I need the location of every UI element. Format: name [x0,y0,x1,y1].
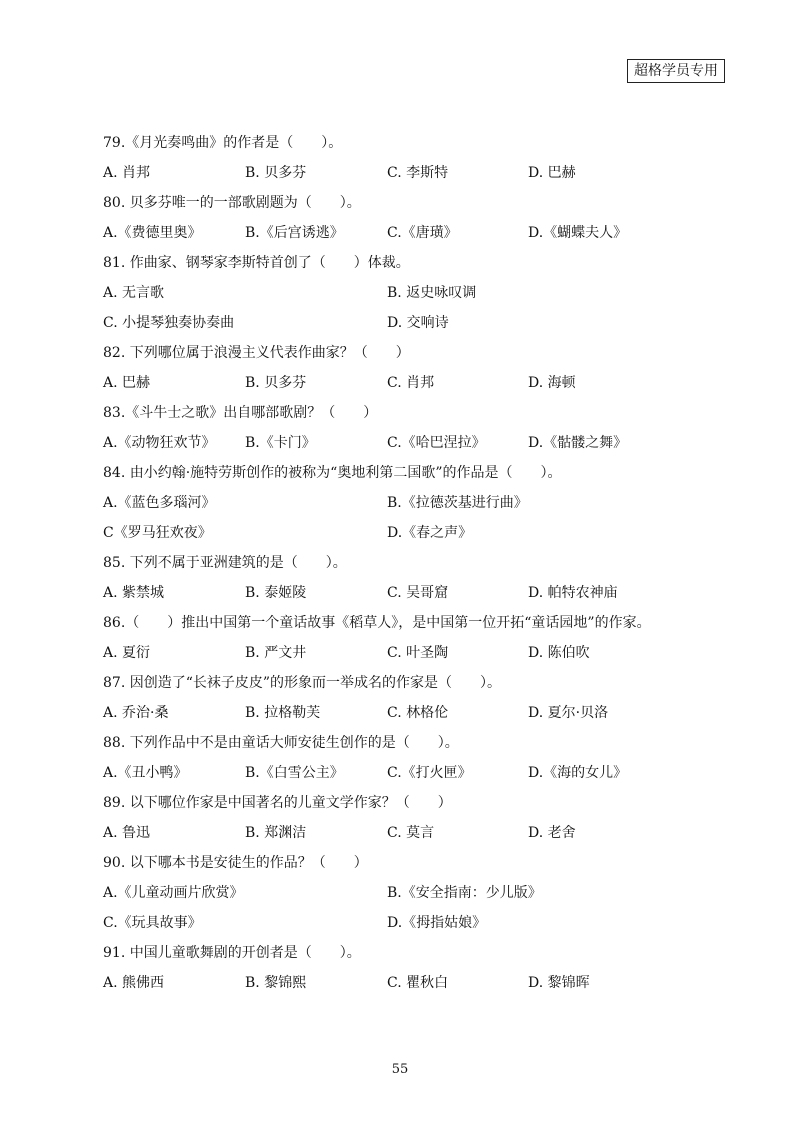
question-81: 81. 作曲家、钢琴家李斯特首创了（ ）体裁。 [103,255,410,271]
option-83-b: B.《卡门》 [245,435,316,451]
question-90: 90. 以下哪本书是安徒生的作品？（ ） [103,855,368,871]
question-86: 86.（ ）推出中国第一个童话故事《稻草人》，是中国第一位开拓“童话园地”的作家。 [103,615,651,631]
question-84: 84. 由小约翰·施特劳斯创作的被称为“奥地利第二国歌”的作品是（ ）。 [103,465,562,481]
option-87-c: C. 林格伦 [387,705,449,721]
options-81-row1 [103,278,743,308]
option-88-b: B.《白雪公主》 [245,765,344,781]
options-83 [103,428,743,458]
option-89-d: D. 老舍 [528,825,576,841]
option-90-b: B.《安全指南：少儿版》 [387,885,542,901]
option-82-c: C. 肖邦 [387,375,435,391]
option-89-a: A. 鲁迅 [103,825,151,841]
option-86-c: C. 叶圣陶 [387,645,449,661]
question-91: 91. 中国儿童歌舞剧的开创者是（ ）。 [103,945,361,961]
option-81-a: A. 无言歌 [103,285,165,301]
options-86 [103,638,743,668]
option-83-c: C.《哈巴涅拉》 [387,435,486,451]
option-81-b: B. 返史咏叹调 [387,285,477,301]
options-82 [103,368,743,398]
question-83: 83.《斗牛士之歌》出自哪部歌剧？（ ） [103,405,378,421]
option-86-a: A. 夏衍 [103,645,151,661]
option-90-c: C.《玩具故事》 [103,915,202,931]
option-82-b: B. 贝多芬 [245,375,307,391]
option-84-d: D.《春之声》 [387,525,473,541]
option-81-d: D. 交响诗 [387,315,449,331]
options-80 [103,218,743,248]
options-87 [103,698,743,728]
question-89: 89. 以下哪位作家是中国著名的儿童文学作家？（ ） [103,795,452,811]
option-88-d: D.《海的女儿》 [528,765,628,781]
option-88-a: A.《丑小鸭》 [103,765,188,781]
option-91-d: D. 黎锦晖 [528,975,590,991]
question-79: 79.《月光奏鸣曲》的作者是（ ）。 [103,135,343,151]
options-79 [103,158,743,188]
option-82-d: D. 海顿 [528,375,576,391]
option-79-d: D. 巴赫 [528,165,576,181]
option-88-c: C.《打火匣》 [387,765,472,781]
option-85-d: D. 帕特农神庙 [528,585,618,601]
question-80: 80. 贝多芬唯一的一部歌剧题为（ ）。 [103,195,361,211]
options-88 [103,758,743,788]
option-80-a: A.《费德里奥》 [103,225,202,241]
option-86-d: D. 陈伯吹 [528,645,590,661]
options-90-row2 [103,908,743,938]
question-87: 87. 因创造了“长袜子皮皮”的形象而一举成名的作家是（ ）。 [103,675,502,691]
option-89-b: B. 郑渊洁 [245,825,307,841]
option-82-a: A. 巴赫 [103,375,151,391]
option-85-c: C. 吴哥窟 [387,585,449,601]
option-90-a: A.《儿童动画片欣赏》 [103,885,244,901]
option-91-b: B. 黎锦熙 [245,975,307,991]
option-79-a: A. 肖邦 [103,165,151,181]
option-91-a: A. 熊佛西 [103,975,165,991]
option-80-b: B.《后宫诱逃》 [245,225,344,241]
question-88: 88. 下列作品中不是由童话大师安徒生创作的是（ ）。 [103,735,459,751]
option-84-b: B.《拉德茨基进行曲》 [387,495,528,511]
option-85-b: B. 泰姬陵 [245,585,307,601]
option-87-b: B. 拉格勒芙 [245,705,321,721]
options-90-row1 [103,878,743,908]
option-79-c: C. 李斯特 [387,165,449,181]
question-85: 85. 下列不属于亚洲建筑的是（ ）。 [103,555,347,571]
option-83-a: A.《动物狂欢节》 [103,435,216,451]
option-84-c: C《罗马狂欢夜》 [103,525,212,541]
options-81-row2 [103,308,743,338]
option-84-a: A.《蓝色多瑙河》 [103,495,216,511]
option-90-d: D.《拇指姑娘》 [387,915,487,931]
options-84-row2 [103,518,743,548]
option-89-c: C. 莫言 [387,825,435,841]
option-81-c: C. 小提琴独奏协奏曲 [103,315,235,331]
option-80-d: D.《蝴蝶夫人》 [528,225,628,241]
options-85 [103,578,743,608]
option-87-d: D. 夏尔·贝洛 [528,705,609,721]
page-number: 55 [391,1062,409,1077]
option-87-a: A. 乔治·桑 [103,705,169,721]
option-85-a: A. 紫禁城 [103,585,165,601]
options-84-row1 [103,488,743,518]
header-badge: 超格学员专用 [627,59,725,83]
option-79-b: B. 贝多芬 [245,165,307,181]
question-82: 82. 下列哪位属于浪漫主义代表作曲家？（ ） [103,345,410,361]
option-86-b: B. 严文井 [245,645,307,661]
option-91-c: C. 瞿秋白 [387,975,449,991]
options-89 [103,818,743,848]
question-list [103,128,743,998]
option-80-c: C.《唐璜》 [387,225,458,241]
option-83-d: D.《骷髅之舞》 [528,435,628,451]
options-91 [103,968,743,998]
